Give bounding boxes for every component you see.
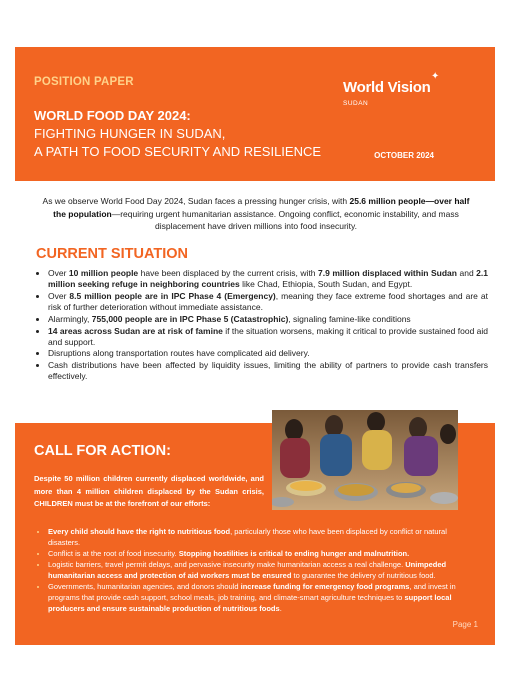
- list-item: • Alarmingly, 755,000 people are in IPC Phase 5 (Catastrophic), signaling famine-like conditions: [48, 314, 488, 325]
- document-type: POSITION PAPER: [34, 76, 134, 88]
- call-for-action-intro: Despite 50 million children currently displaced worldwide, and more than 4 million children displaced by the Sudan crisis, CHILDREN must be at the forefront of our efforts:: [34, 474, 264, 508]
- logo-name: World Vision: [343, 79, 431, 96]
- list-item: • Conflict is at the root of food insecurity. Stopping hostilities is critical to ending hunger and malnutrition.: [48, 549, 478, 560]
- logo-star-icon: ✦: [431, 71, 440, 82]
- call-for-action-list: [34, 527, 478, 615]
- list-item: • Logistic barriers, travel permit delays, and pervasive insecurity make humanitarian access a real challenge. Unimpeded humanitarian access and protection of aid workers must be ensured to guarantee the delivery of nutritious food.: [48, 560, 478, 582]
- title-line-2: FIGHTING HUNGER IN SUDAN,: [34, 126, 226, 141]
- header-banner: [15, 47, 495, 181]
- call-for-action-heading: CALL FOR ACTION:: [34, 443, 171, 459]
- current-situation-heading: CURRENT SITUATION: [36, 246, 188, 262]
- title-line-1: WORLD FOOD DAY 2024:: [34, 108, 191, 123]
- title-line-3: A PATH TO FOOD SECURITY AND RESILIENCE: [34, 144, 322, 159]
- logo-subtitle: SUDAN: [343, 100, 369, 107]
- list-item: • Cash distributions have been affected by liquidity issues, limiting the ability of partners to provide cash transfers effectively.: [48, 360, 488, 382]
- intro-paragraph: As we observe World Food Day 2024, Sudan faces a pressing hunger crisis, with 25.6 million people—over half the population—requiring urgent humanitarian assistance. Ongoing conflict, economic instability, and mass displacement have driven millions into food insecurity.: [42, 196, 470, 231]
- photo-illustration: [272, 410, 458, 510]
- list-item: • Over 8.5 million people are in IPC Phase 4 (Emergency), meaning they face extreme food shortages and are at risk of further deterioration without immediate assistance.: [48, 291, 488, 313]
- list-item: • Governments, humanitarian agencies, and donors should increase funding for emergency food programs, and invest in programs that provide cash support, school meals, job training, and climate-smart agriculture techniques to support local producers and ensure sustainable production of nutritious foods.: [48, 582, 478, 614]
- list-item: • Disruptions along transportation routes have complicated aid delivery.: [48, 348, 488, 359]
- page-number: Page 1: [452, 620, 478, 629]
- current-situation-list: [36, 268, 488, 383]
- list-item: • Over 10 million people have been displaced by the current crisis, with 7.9 million displaced within Sudan and 2.1 million seeking refuge in neighboring countries like Chad, Ethiopia, South Sudan, and Egypt.: [48, 268, 488, 290]
- world-vision-logo: [343, 71, 463, 115]
- publication-date: OCTOBER 2024: [374, 151, 434, 160]
- list-item: • Every child should have the right to nutritious food, particularly those who have been displaced by conflict or natural disasters.: [48, 527, 478, 549]
- list-item: • 14 areas across Sudan are at risk of famine if the situation worsens, making it critical to provide sustained food aid and support.: [48, 326, 488, 348]
- food-distribution-photo: [272, 410, 458, 510]
